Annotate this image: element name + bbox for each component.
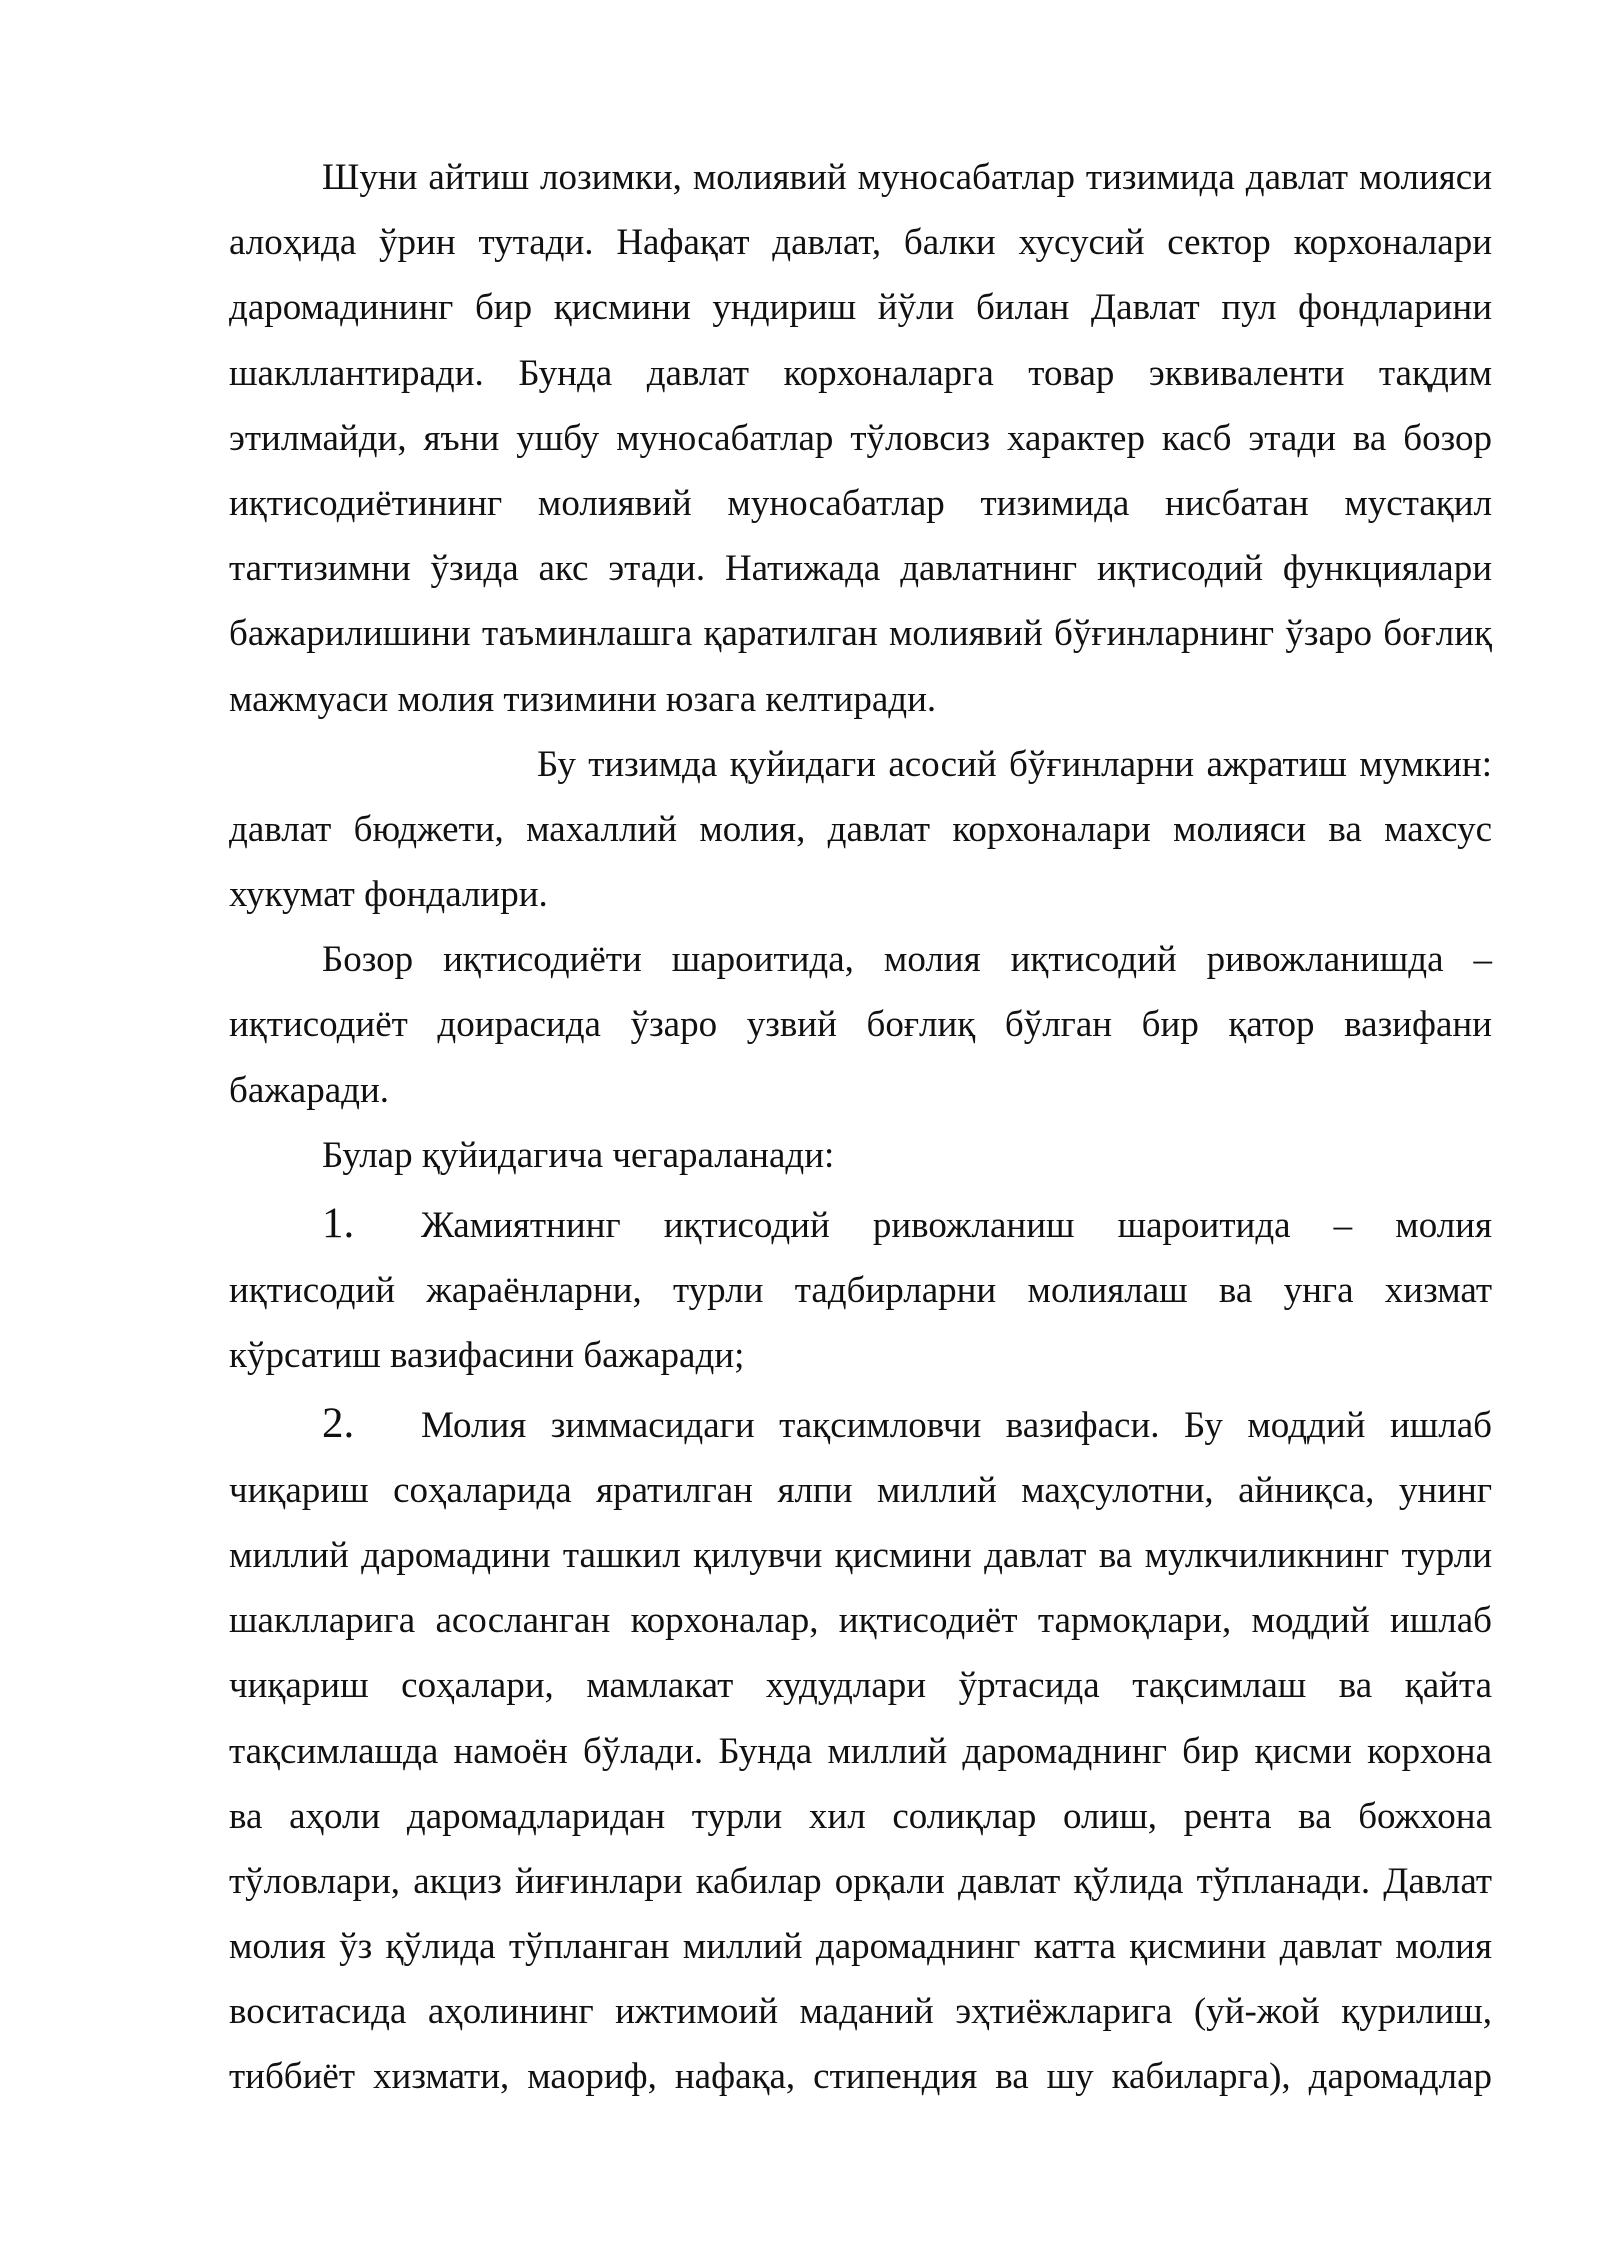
paragraph-line: этилмайди, яъни ушбу муносабатлар тўловсиз характер касб этади ва бозор xyxy=(229,417,1492,459)
list-item-line: чиқариш соҳалари, мамлакат худудлари ўртасида тақсимлаш ва қайта xyxy=(229,1665,1492,1707)
paragraph-line: бажарилишини таъминлашга қаратилган молиявий бўғинларнинг ўзаро боғлиқ xyxy=(229,613,1492,655)
paragraph xyxy=(229,145,1492,732)
list-item-line: тақсимлашда намоён бўлади. Бунда миллий даромаднинг бир қисми корхона xyxy=(229,1730,1492,1772)
paragraph-line: иқтисодиёт доирасида ўзаро узвий боғлиқ бўлган бир қатор вазифани xyxy=(229,1004,1492,1046)
paragraph-line: хукумат фондалири. xyxy=(229,874,548,916)
list-item-line: воситасида аҳолининг ижтимоий маданий эҳтиёжларига (уй-жой қурилиш, xyxy=(229,1991,1492,2033)
list-item-line: чиқариш соҳаларида яратилган ялпи миллий маҳсулотни, айниқса, унинг xyxy=(229,1469,1492,1511)
paragraph-line: тагтизимни ўзида акс этади. Натижада давлатнинг иқтисодий функциялари xyxy=(229,548,1492,590)
paragraph-line: Бозор иқтисодиёти шароитида, молия иқтисодий ривожланишда – xyxy=(322,939,1492,981)
list-item-line: молия ўз қўлида тўпланган миллий даромаднинг катта қисмини давлат молия xyxy=(229,1926,1492,1968)
paragraph-line: мажмуаси молия тизимини юзага келтиради. xyxy=(229,678,937,720)
list-number: 2. xyxy=(322,1399,355,1447)
paragraph-line: Шуни айтиш лозимки, молиявий муносабатлар тизимида давлат молияси xyxy=(322,157,1492,198)
paragraph xyxy=(229,927,1492,1123)
paragraph-line: даромадининг бир қисмини ундириш йўли билан Давлат пул фондларини xyxy=(229,287,1492,329)
document-body xyxy=(229,145,1492,2110)
list-item-line: кўрсатиш вазифасини бажаради; xyxy=(229,1334,745,1376)
list-item-line: тиббиёт хизмати, маориф, нафақа, стипендия ва шу кабиларга), даромадлар xyxy=(229,2056,1492,2098)
list-item-line: ва аҳоли даромадларидан турли хил солиқлар олиш, рента ва божхона xyxy=(229,1795,1492,1837)
list-item-line: Жамиятнинг иқтисодий ривожланиш шароитида – молия xyxy=(421,1204,1492,1246)
list-item-line: иқтисодий жараёнларни, турли тадбирларни молиялаш ва унга хизмат xyxy=(229,1269,1492,1311)
paragraph-line: Бу тизимда қуйидаги асосий бўғинларни ажратиш мумкин: xyxy=(537,743,1492,785)
paragraph-line: иқтисодиётининг молиявий муносабатлар тизимида нисбатан мустақил xyxy=(229,482,1492,524)
list-item xyxy=(229,1393,1492,2110)
paragraph-line: бажаради. xyxy=(229,1069,390,1111)
list-number: 1. xyxy=(322,1199,355,1247)
paragraph-line: давлат бюджети, махаллий молия, давлат корхоналари молияси ва махсус xyxy=(229,808,1492,850)
list-item-line: миллий даромадини ташкил қилувчи қисмини давлат ва мулкчиликнинг турли xyxy=(229,1534,1492,1576)
paragraph xyxy=(229,732,1492,928)
list-item-line: шаклларига асосланган корхоналар, иқтисодиёт тармоқлари, моддий ишлаб xyxy=(229,1600,1492,1642)
list-item xyxy=(229,1193,1492,1389)
paragraph-line: шакллантиради. Бунда давлат корхоналарга товар эквиваленти тақдим xyxy=(229,352,1492,394)
paragraph-line: алоҳида ўрин тутади. Нафақат давлат, балки хусусий сектор корхоналари xyxy=(229,222,1492,264)
list-item-line: Молия зиммасидаги тақсимловчи вазифаси. Бу моддий ишлаб xyxy=(421,1404,1492,1446)
paragraph-line: Булар қуйидагича чегараланади: xyxy=(322,1134,835,1176)
list-item-line: тўловлари, акциз йиғинлари кабилар орқали давлат қўлида тўпланади. Давлат xyxy=(229,1860,1492,1902)
paragraph xyxy=(229,1123,1492,1188)
